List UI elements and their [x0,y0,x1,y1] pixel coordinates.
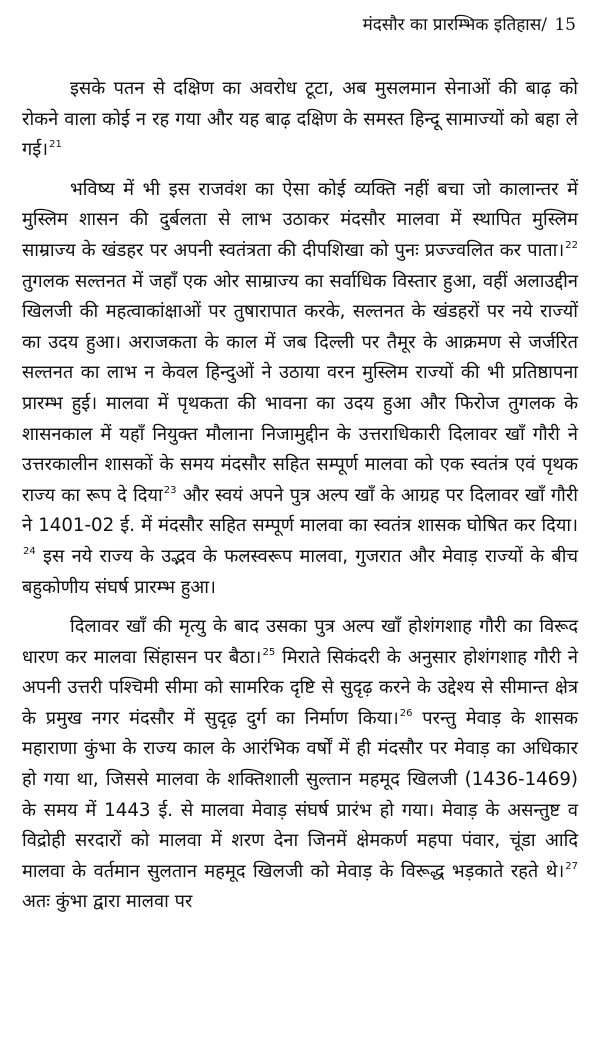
header-title: मंदसौर का प्रारम्भिक इतिहास [362,15,542,35]
paragraph-text: इस नये राज्य के उद्भव के फलस्वरूप मालवा, गुजरात और मेवाड़ राज्यों के बीच बहुकोणीय संघर्ष प्रारम्भ हुआ। [22,545,578,598]
paragraph-text: दिलावर खाँ की मृत्यु के बाद उसका पुत्र अल्प खाँ होशंगशाह गौरी का विरूद धारण कर मालवा सिंहासन पर बैठा। [22,616,578,668]
footnote-ref-24: 24 [23,545,36,557]
paragraph-text: परन्तु मेवाड़ के शासक महाराणा कुंभा के राज्य काल के आरंभिक वर्षों में ही मंदसौर पर मेवाड़ का अधिकार हो गया था, जिससे मालवा के शक्तिशाली सुल्तान महमूद खिलजी (1436-1469) के समय में 1443 ई. से मालवा मेवाड़ संघर्ष प्रारंभ हो गया। मेवाड़ के असन्तुष्ट व विद्रोही सरदारों को मालवा में शरण देना जिनमें क्षेमकर्ण महपा पंवार, चूंडा आदि मालवा के वर्तमान सुलतान महमूद खिलजी को मेवाड़ के विरूद्ध भड़काते रहते थे। [22,707,578,882]
paragraph-text: भविष्य में भी इस राजवंश का ऐसा कोई व्यक्ति नहीं बचा जो कालान्तर में मुस्लिम शासन की दुर्बलता से लाभ उठाकर मंदसौर मालवा में स्थापित मुस्लिम साम्राज्य के खंडहर पर अपनी स्वतंत्रता की दीपशिखा को पुनः प्रज्ज्वलित कर पाता। [22,178,578,261]
page-number: 15 [554,15,576,35]
footnote-ref-26: 26 [399,707,413,719]
body-text [22,74,578,927]
paragraph-text: तुगलक सल्तनत में जहाँ एक ओर साम्राज्य का सर्वाधिक विस्तार हुआ, वहीं अलाउद्दीन खिलजी की महत्वाकांक्षाओं पर तुषारापात करके, सल्तनत के खंडहरों पर नये राज्यों का उदय हुआ। अराजकता के काल में जब दिल्ली पर तैमूर के आक्रमण से जर्जरित सल्तनत का लाभ न केवल हिन्दुओं ने उठाया वरन मुस्लिम राज्यों की भी प्रतिष्ठापना प्रारम्भ हुई। मालवा में पृथकता की भावना का उदय हुआ और फिरोज तुगलक के शासनकाल में यहाँ नियुक्त मौलाना निजामुद्दीन के उत्तराधिकारी दिलावर खाँ गौरी ने उत्तरकालीन शासकों के समय मंदसौर सहित सम्पूर्ण मालवा को एक स्वतंत्र एवं पृथक राज्य का रूप दे दिया [22,270,578,506]
footnote-ref-27: 27 [565,860,578,872]
footnote-ref-22: 22 [565,239,578,251]
footnote-ref-23: 23 [163,484,177,496]
footnote-ref-21: 21 [49,139,62,151]
paragraph-text: इसके पतन से दक्षिण का अवरोध टूटा, अब मुसलमान सेनाओं की बाढ़ को रोकने वाला कोई न रह गया और यह बाढ़ दक्षिण के समस्त हिन्दू सामाज्यों को बहा ले गई। [22,78,578,161]
running-header [363,14,576,36]
footnote-ref-25: 25 [262,646,276,658]
paragraph-text: अतः कुंभा द्वारा मालवा पर [22,891,193,913]
paragraph-2 [22,175,578,603]
header-separator: / [541,15,547,35]
paragraph-text: और स्वयं अपने पुत्र अल्प खाँ के आग्रह पर दिलावर खाँ गौरी ने 1401-02 ई. में मंदसौर सहित सम्पूर्ण मालवा का स्वतंत्र शासक घोषित कर दिया। [22,484,578,537]
paragraph-3 [22,612,578,918]
paragraph-1 [22,74,578,166]
paragraph-text: मिराते सिकंदरी के अनुसार होशंगशाह गौरी ने अपनी उत्तरी पश्चिमी सीमा को सामरिक दृष्टि से सुदृढ़ करने के उद्देश्य से सीमान्त क्षेत्र के प्रमुख नगर मंदसौर में सुदृढ़ दुर्ग का निर्माण किया। [22,646,578,729]
